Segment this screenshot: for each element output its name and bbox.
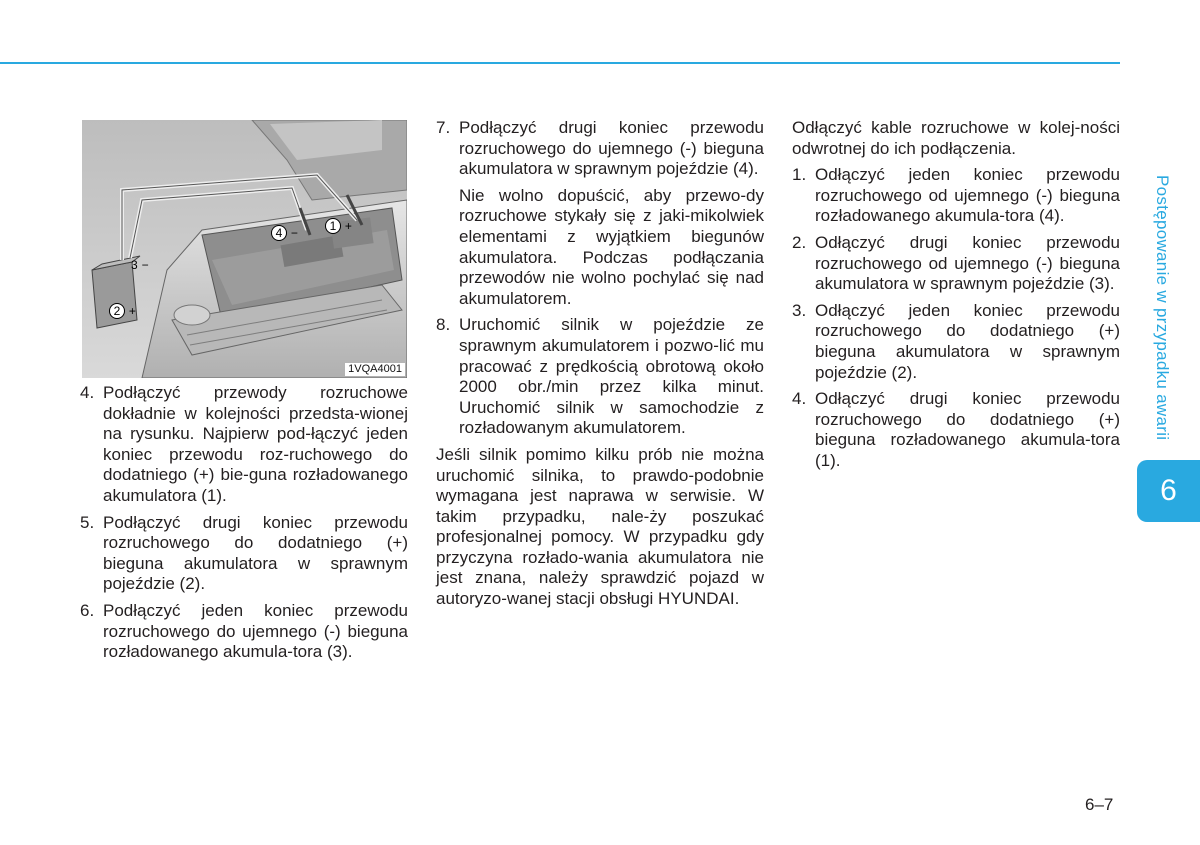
list-item: [80, 383, 408, 507]
column-2: [436, 118, 764, 616]
list-item: [792, 389, 1120, 471]
jump-start-illustration: [82, 120, 407, 378]
column-3: [792, 118, 1120, 478]
callout-4-number: 4: [271, 225, 287, 241]
list-item: [80, 601, 408, 663]
item-text: Odłączyć drugi koniec przewodu rozruchowego od ujemnego (-) bieguna akumulatora w sprawnym pojeździe (3).: [815, 232, 1120, 294]
callout-1-number: 1: [325, 218, 341, 234]
item-text: Podłączyć jeden koniec przewodu rozruchowego do ujemnego (-) bieguna rozładowanego akumula-tora (3).: [103, 600, 408, 662]
list-item: [792, 165, 1120, 227]
list-item: [80, 513, 408, 595]
callout-3-number: 3: [131, 258, 138, 272]
callout-1: [325, 217, 352, 234]
figure-code: 1VQA4001: [345, 363, 405, 376]
item-text: Odłączyć jeden koniec przewodu rozruchowego od ujemnego (-) bieguna rozładowanego akumula-tora (4).: [815, 165, 1120, 226]
list-item: [436, 118, 764, 180]
callout-1-sign: +: [344, 219, 352, 233]
callout-4-sign: −: [290, 226, 298, 240]
header-rule: [0, 62, 1120, 64]
item-text: Podłączyć drugi koniec przewodu rozruchowego do dodatniego (+) bieguna akumulatora w sprawnym pojeździe (2).: [103, 512, 408, 594]
item-number: 8.: [436, 315, 451, 335]
body-paragraph: Jeśli silnik pomimo kilku prób nie można uruchomić silnika, to prawdo-podobnie wymagana jest naprawa w serwisie. W takim przypadku, nale-ży poszukać profesjonalnej pomocy. W przypadku gdy przyczyna rozłado-wania akumulatora nie jest znana, należy sprawdzić pojazd w autoryzo-wanej stacji obsługi HYUNDAI.: [436, 444, 764, 609]
item-text: Uruchomić silnik w pojeździe ze sprawnym akumulatorem i pozwo-lić mu pracować z prędkością obrotową około 2000 obr./min przez kilka minut. Uruchomić silnik w samochodzie z rozładowanym akumulatorem.: [459, 315, 764, 438]
item-number: 5.: [80, 512, 95, 532]
item-number: 4.: [792, 389, 807, 409]
callout-3-sign: −: [141, 258, 149, 272]
item-number: 3.: [792, 300, 807, 320]
item-text: Odłączyć drugi koniec przewodu rozruchowego do dodatniego (+) bieguna rozładowanego akumula-tora (1).: [815, 389, 1120, 470]
callout-4: [271, 224, 298, 241]
page-number: 6–7: [1085, 795, 1114, 814]
callout-3: [131, 256, 149, 272]
item-number: 2.: [792, 232, 807, 252]
item-text: Podłączyć drugi koniec przewodu rozruchowego do ujemnego (-) bieguna akumulatora w sprawnym pojeździe (4).: [459, 118, 764, 179]
item-number: 6.: [80, 600, 95, 620]
list-item: [436, 315, 764, 439]
callout-2-number: 2: [109, 303, 125, 319]
list-item: [792, 233, 1120, 295]
section-title: Postępowanie w przypadku awarii: [1153, 175, 1172, 441]
item-text: Odłączyć jeden koniec przewodu rozruchowego do dodatniego (+) bieguna akumulatora w sprawnym pojeździe (2).: [815, 300, 1120, 382]
section-sidebar: [1137, 175, 1187, 460]
callout-2-sign: +: [128, 304, 136, 318]
column-1: [80, 383, 408, 669]
intro-paragraph: Odłączyć kable rozruchowe w kolej-ności odwrotnej do ich podłączenia.: [792, 118, 1120, 158]
car-engine-bay-drawing: [82, 120, 407, 378]
item-text: Podłączyć przewody rozruchowe dokładnie w kolejności przedsta-wionej na rysunku. Najpierw pod-łączyć jeden koniec przewodu roz-ruchowego do dodatniego (+) bie-guna rozładowanego akumulatora (1).: [103, 383, 408, 505]
callout-2: [109, 302, 136, 319]
chapter-tab: 6: [1137, 460, 1200, 522]
list-item: [792, 301, 1120, 383]
item-number: 4.: [80, 383, 95, 402]
safety-note: Nie wolno dopuścić, aby przewo-dy rozruchowe stykały się z jaki-mikolwiek elementami z wyjątkiem biegunów akumulatora. Podczas podłączania przewodów nie wolno pochylać się nad akumulatorem.: [459, 185, 764, 308]
item-number: 1.: [792, 165, 807, 185]
item-number: 7.: [436, 118, 451, 137]
